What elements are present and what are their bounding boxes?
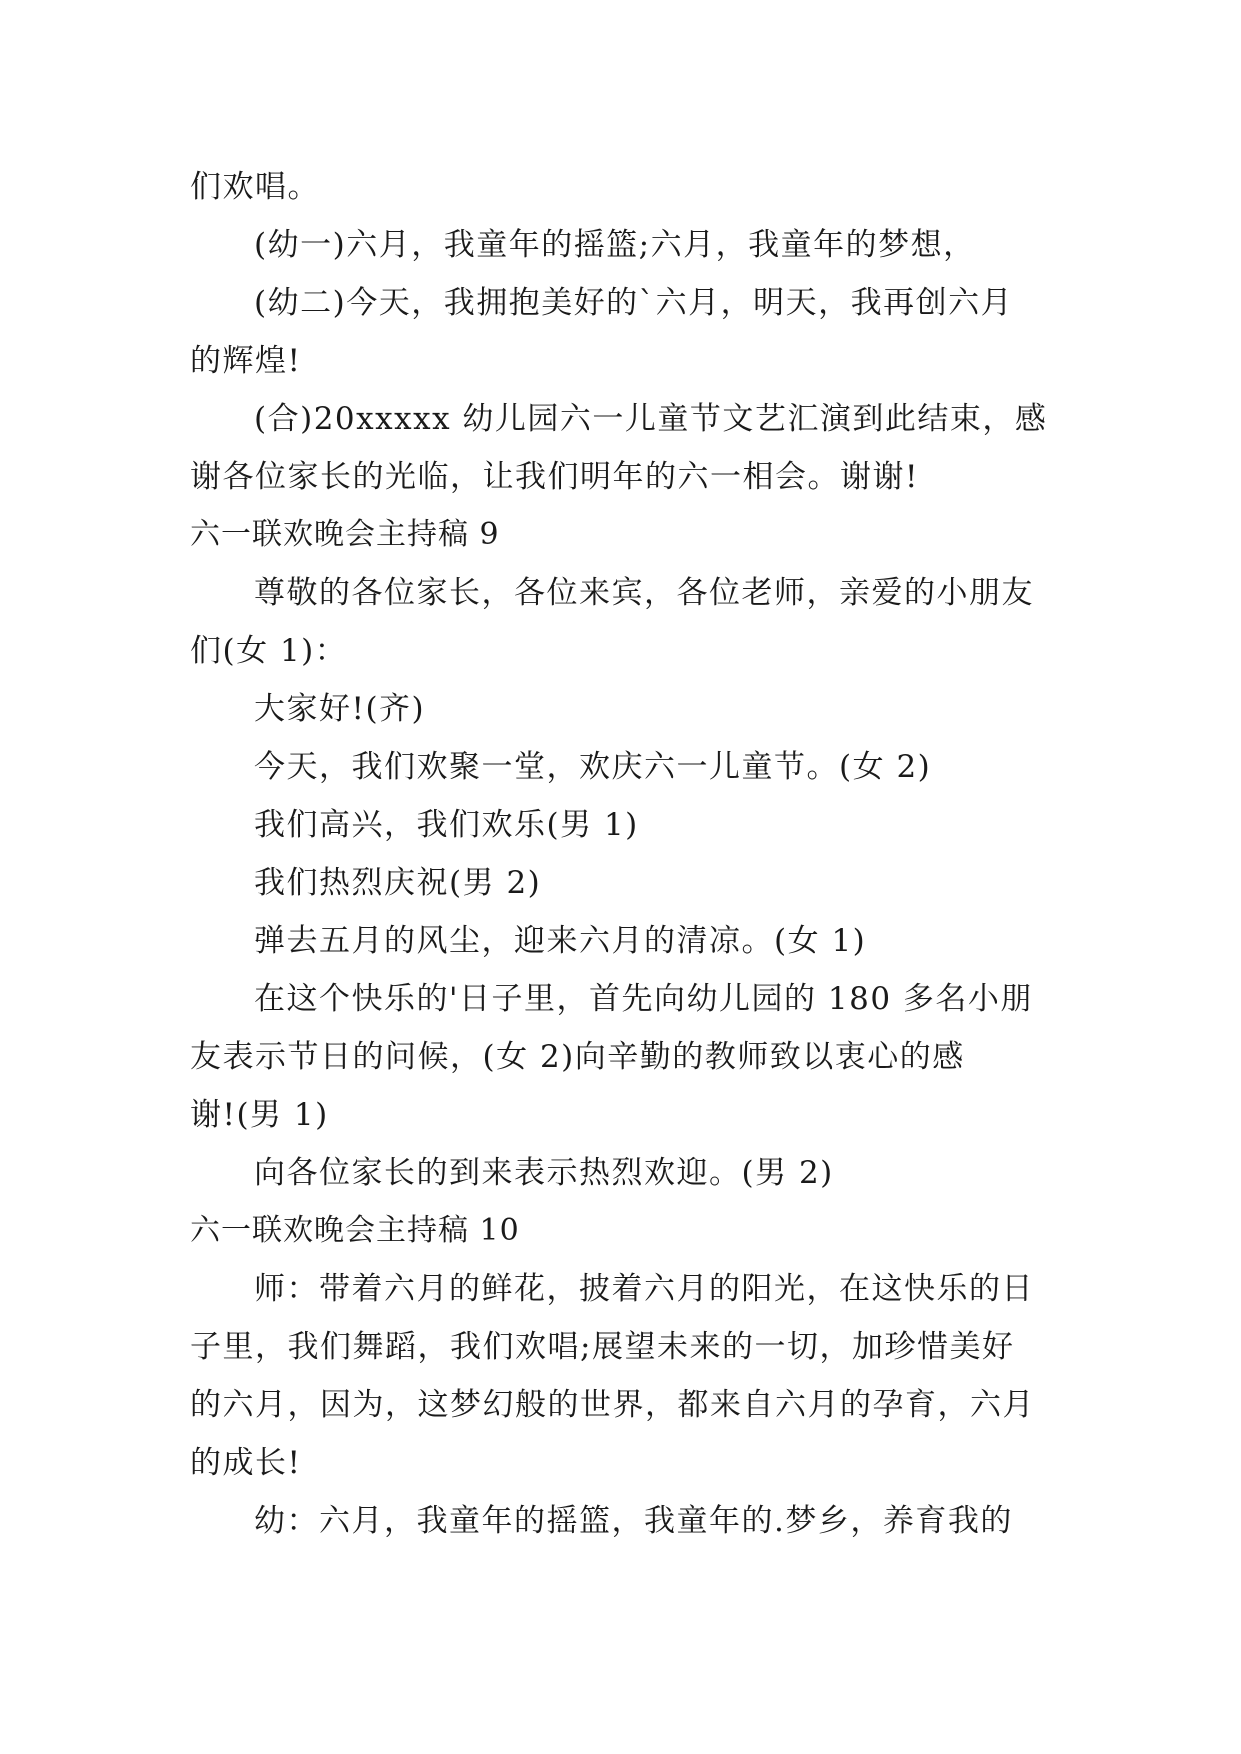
text-line: 幼：六月，我童年的摇篮，我童年的.梦乡，养育我的	[254, 1503, 1013, 1539]
text-line: 的六月，因为，这梦幻般的世界，都来自六月的孕育，六月	[190, 1387, 1035, 1423]
text-line: 谢!(男 1)	[190, 1097, 329, 1133]
document-page	[190, 158, 1060, 1550]
text-line: 的辉煌!	[190, 343, 302, 379]
text-line: (幼一)六月，我童年的摇篮;六月，我童年的梦想，	[254, 227, 976, 263]
text-line: 谢各位家长的光临，让我们明年的六一相会。谢谢!	[190, 459, 919, 495]
text-line: 友表示节日的问候，(女 2)向辛勤的教师致以衷心的感	[190, 1039, 965, 1075]
text-line: 大家好!(齐)	[254, 691, 426, 727]
section-heading: 六一联欢晚会主持稿 9	[190, 517, 500, 552]
text-line: (合)20xxxxx 幼儿园六一儿童节文艺汇演到此结束，感	[254, 401, 1048, 437]
text-line: 在这个快乐的'日子里，首先向幼儿园的 180 多名小朋	[254, 981, 1033, 1017]
text-line: 们欢唱。	[190, 169, 320, 205]
text-line: 弹去五月的风尘，迎来六月的清凉。(女 1)	[254, 923, 867, 959]
text-line: 今天，我们欢聚一堂，欢庆六一儿童节。(女 2)	[254, 749, 932, 785]
text-line: 的成长!	[190, 1445, 302, 1481]
text-line: 们(女 1)：	[190, 633, 348, 669]
text-line: 尊敬的各位家长，各位来宾，各位老师，亲爱的小朋友	[254, 575, 1034, 611]
text-line: 向各位家长的到来表示热烈欢迎。(男 2)	[254, 1155, 834, 1191]
text-line: (幼二)今天，我拥抱美好的`六月，明天，我再创六月	[254, 285, 1014, 321]
text-line: 师：带着六月的鲜花，披着六月的阳光，在这快乐的日	[254, 1271, 1034, 1307]
section-heading: 六一联欢晚会主持稿 10	[190, 1213, 520, 1248]
text-line: 我们高兴，我们欢乐(男 1)	[254, 807, 639, 843]
text-line: 我们热烈庆祝(男 2)	[254, 865, 542, 901]
text-line: 子里，我们舞蹈，我们欢唱;展望未来的一切，加珍惜美好	[190, 1329, 1015, 1365]
